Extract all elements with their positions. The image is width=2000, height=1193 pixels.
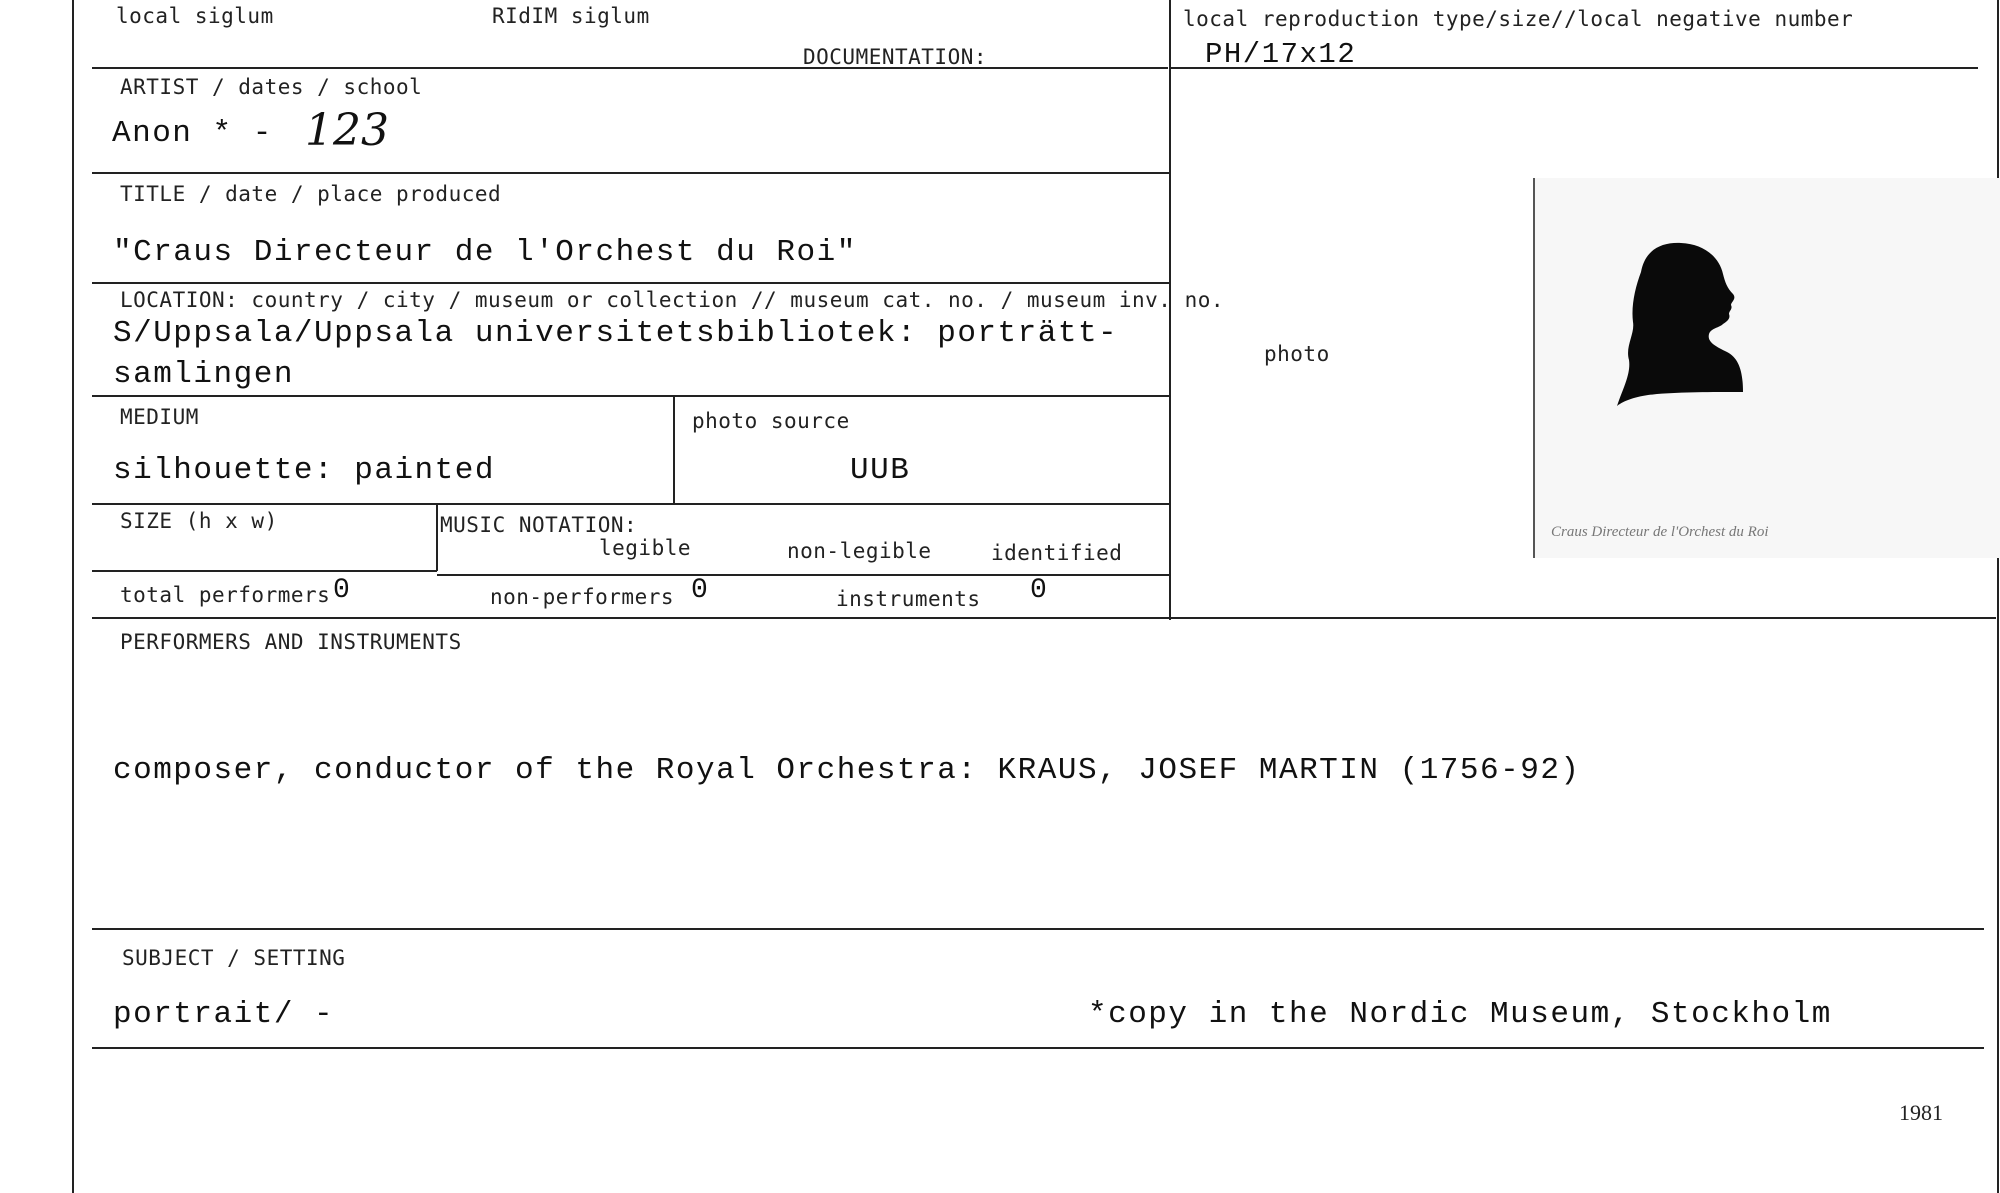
medium-value: silhouette: painted <box>113 453 495 488</box>
artist-value: Anon * - <box>112 116 273 151</box>
artist-rule <box>92 172 1170 174</box>
reproduction-value: PH/17x12 <box>1205 38 1357 71</box>
location-line-1: S/Uppsala/Uppsala universitetsbibliotek: porträtt- <box>113 316 1119 351</box>
location-rule <box>92 395 1170 397</box>
header-rule <box>92 67 1168 69</box>
artist-label: ARTIST / dates / school <box>120 75 423 99</box>
notation-non-legible: non-legible <box>787 539 932 563</box>
subject-note: *copy in the Nordic Museum, Stockholm <box>1088 997 1832 1032</box>
performers-value: composer, conductor of the Royal Orchestra: KRAUS, JOSEF MARTIN (1756-92) <box>113 753 1581 788</box>
location-label: LOCATION: country / city / museum or collection // museum cat. no. / museum inv. no. <box>120 288 1225 312</box>
medium-rule <box>92 503 1170 505</box>
ridim-siglum-label: RIdIM siglum <box>492 4 650 28</box>
photo-source-label: photo source <box>692 409 850 433</box>
performers-rule <box>92 928 1984 930</box>
photo-source-value: UUB <box>850 453 911 488</box>
instruments-label: instruments <box>836 587 981 611</box>
local-siglum-label: local siglum <box>116 4 274 28</box>
card-left-border <box>72 0 74 1193</box>
size-rule <box>92 570 437 572</box>
non-performers-value: 0 <box>691 575 710 606</box>
non-performers-label: non-performers <box>490 585 675 609</box>
medium-label: MEDIUM <box>120 405 199 429</box>
notation-legible: legible <box>599 536 692 560</box>
total-performers-value: 0 <box>333 575 352 606</box>
title-rule <box>92 282 1170 284</box>
notation-rule <box>437 574 1170 576</box>
title-label: TITLE / date / place produced <box>120 182 502 206</box>
total-performers-label: total performers <box>120 583 331 607</box>
documentation-label: DOCUMENTATION: <box>803 45 988 69</box>
performers-label: PERFORMERS AND INSTRUMENTS <box>120 630 462 654</box>
photo-print <box>1533 178 2000 558</box>
reproduction-label: local reproduction type/size//local negative number <box>1183 7 1854 31</box>
photo-caption: Craus Directeur de l'Orchest du Roi <box>1551 524 1769 540</box>
notation-identified: identified <box>991 541 1123 565</box>
music-notation-label: MUSIC NOTATION: <box>440 513 638 537</box>
size-label: SIZE (h x w) <box>120 509 278 533</box>
silhouette-portrait <box>1533 178 2000 558</box>
footer-year: 1981 <box>1899 1100 1943 1125</box>
size-divider <box>436 504 438 571</box>
title-value: "Craus Directeur de l'Orchest du Roi" <box>113 235 857 270</box>
subject-value: portrait/ - <box>113 997 335 1032</box>
medium-divider <box>673 396 675 504</box>
subject-rule <box>92 1047 1984 1049</box>
photo-label: photo <box>1264 342 1330 366</box>
counts-rule <box>92 617 1996 619</box>
artist-handwritten-number: 123 <box>305 105 389 156</box>
location-line-2: samlingen <box>113 357 294 392</box>
instruments-value: 0 <box>1030 575 1049 606</box>
subject-label: SUBJECT / SETTING <box>122 946 346 970</box>
